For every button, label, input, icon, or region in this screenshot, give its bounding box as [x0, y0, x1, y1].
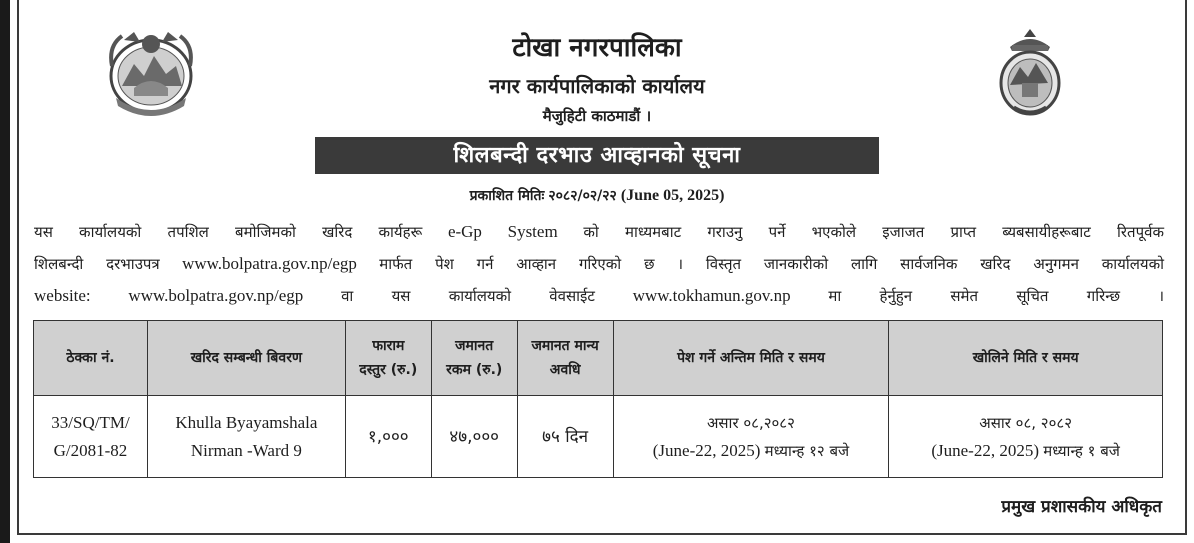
published-date-en: (June 05, 2025): [620, 187, 725, 204]
tender-table: [33, 320, 1163, 478]
table-header-row: [34, 321, 1163, 396]
cell-validity: ७५ दिन: [517, 396, 613, 478]
tokha-website-link[interactable]: www.tokhamun.gov.np: [632, 286, 791, 305]
system-name: e-Gp System: [447, 222, 558, 241]
cell-description: [147, 396, 345, 478]
description-line2: Nirman -Ward 9: [190, 440, 302, 460]
office-address: मैजुहिटी काठमाडौं ।: [542, 107, 652, 125]
body-line-2: [34, 251, 1164, 277]
opening-time: मध्यान्ह १ बजे: [1043, 441, 1120, 460]
municipality-name: टोखा नगरपालिका: [512, 33, 682, 63]
body-text: को माध्यमबाट गराउनु पर्ने भएकोले इजाजत प्राप्त ब्यबसायीहरूबाट रितपूर्वक: [583, 223, 1164, 241]
body-line-1: [34, 219, 1164, 245]
header-security-line2: रकम (रु.): [446, 362, 503, 378]
cell-security-amount: ४७,०००: [431, 396, 517, 478]
cell-contract-no: [34, 396, 148, 478]
website-bolpatra-link[interactable]: website: www.bolpatra.gov.np/egp: [34, 286, 304, 305]
header-submission-deadline: पेश गर्ने अन्तिम मिति र समय: [613, 321, 889, 396]
body-text: शिलबन्दी दरभाउपत्र: [34, 255, 160, 273]
body-text: मा हेर्नुहुन समेत सूचित गरिन्छ ।: [828, 287, 1165, 305]
deadline-date-np: असार ०८,२०८२: [706, 413, 795, 432]
opening-date-en: (June-22, 2025): [931, 440, 1039, 460]
header-form-fee: [345, 321, 431, 396]
deadline-time: मध्यान्ह १२ बजे: [764, 441, 850, 460]
bolpatra-link[interactable]: www.bolpatra.gov.np/egp: [182, 254, 357, 273]
header-contract-no: ठेक्का नं.: [34, 321, 148, 396]
notice-title-banner: शिलबन्दी दरभाउ आव्हानको सूचना: [315, 137, 879, 174]
published-label: प्रकाशित मितिः: [469, 188, 545, 204]
header-opening-date: खोलिने मिति र समय: [889, 321, 1163, 396]
contract-no-line2: G/2081-82: [53, 440, 128, 460]
header-form-fee-line1: फाराम: [372, 338, 405, 354]
body-line-3: [34, 283, 1164, 309]
header-security-line1: जमानत: [455, 338, 494, 354]
contract-no-line1: 33/SQ/TM/: [51, 412, 130, 432]
office-name: नगर कार्यपालिकाको कार्यालय: [489, 74, 705, 98]
signatory-title: प्रमुख प्रशासकीय अधिकृत: [1001, 497, 1162, 517]
header-validity-line2: अवधि: [549, 362, 581, 378]
cell-form-fee: १,०००: [345, 396, 431, 478]
deadline-date-en: (June-22, 2025): [652, 440, 761, 460]
header-security-validity: [517, 321, 613, 396]
description-line1: Khulla Byayamshala: [175, 412, 318, 432]
published-date-np: २०८२/०२/२२: [548, 188, 617, 204]
body-text: यस कार्यालयको तपशिल बमोजिमको खरिद कार्यहरू: [34, 223, 423, 241]
published-date-line: [0, 186, 1194, 205]
header-form-fee-line2: दस्तुर (रु.): [359, 362, 418, 378]
header-description: खरिद सम्बन्धी बिवरण: [147, 321, 345, 396]
cell-submission-deadline: [613, 396, 889, 478]
table-row: [34, 396, 1163, 478]
header-security-amount: [431, 321, 517, 396]
header-validity-line1: जमानत मान्य: [531, 338, 599, 354]
body-text: वा यस कार्यालयको वेवसाईट: [341, 287, 595, 305]
body-text: मार्फत पेश गर्न आव्हान गरिएको छ । विस्तृत जानकारीको लागि सार्वजनिक खरिद अनुगमन कार्यालयको: [379, 255, 1165, 273]
opening-date-np: असार ०८, २०८२: [979, 413, 1072, 432]
cell-opening-date: [889, 396, 1163, 478]
